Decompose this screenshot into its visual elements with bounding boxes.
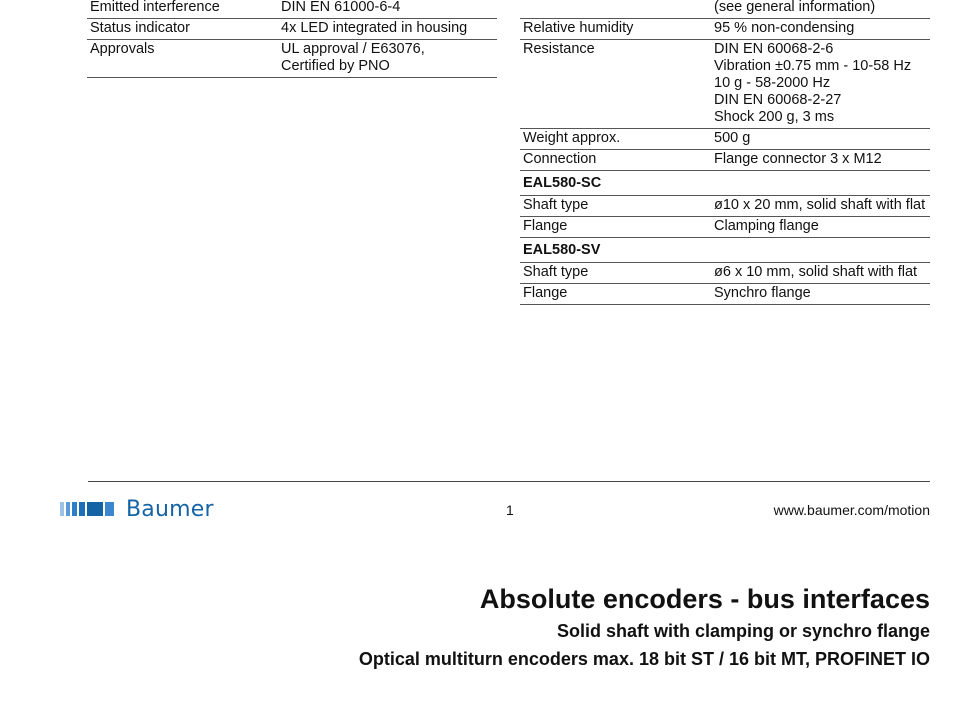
spec-key: Resistance (523, 41, 595, 57)
table-row (520, 150, 930, 171)
spec-key: Flange (523, 285, 568, 301)
spec-key: Weight approx. (523, 130, 621, 146)
section-heading-row (520, 238, 930, 263)
section-heading: EAL580-SV (523, 242, 601, 258)
spec-key: Relative humidity (523, 20, 634, 36)
website-link[interactable]: www.baumer.com/motion (773, 502, 930, 518)
page-subtitle-secondary: Optical multiturn encoders max. 18 bit ST / 16 bit MT, PROFINET IO (358, 649, 930, 669)
table-row (520, 129, 930, 150)
spec-value: ø10 x 20 mm, solid shaft with flat (714, 197, 926, 213)
spec-value: Synchro flange (714, 285, 811, 301)
page-title: Absolute encoders - bus interfaces (479, 584, 930, 614)
spec-key: Shaft type (523, 264, 589, 280)
right-spec-table (520, 0, 930, 305)
page-subtitle: Solid shaft with clamping or synchro flange (556, 621, 930, 641)
baumer-logo-icon (60, 502, 116, 516)
logo-wordmark: Baumer (126, 496, 214, 522)
spec-key: Flange (523, 218, 568, 234)
table-row (520, 196, 930, 217)
spec-key: Emitted interference (90, 0, 220, 15)
spec-value: UL approval / E63076, Certified by PNO (281, 41, 425, 74)
spec-value: Flange connector 3 x M12 (714, 151, 882, 167)
spec-value: 4x LED integrated in housing (281, 20, 468, 36)
table-row (87, 0, 497, 19)
spec-value: ø6 x 10 mm, solid shaft with flat (714, 264, 918, 280)
table-row (87, 40, 497, 78)
table-row (520, 0, 930, 19)
page-number: 1 (506, 502, 514, 518)
spec-key (520, 0, 711, 19)
spec-key: Connection (523, 151, 597, 167)
spec-value: 95 % non-condensing (714, 20, 855, 36)
spec-value: DIN EN 60068-2-6 Vibration ±0.75 mm - 10-58 Hz 10 g - 58-2000 Hz DIN EN 60068-2-27 Shock 200 g, 3 ms (714, 41, 912, 125)
spec-key: Shaft type (523, 197, 589, 213)
section-heading-row (520, 171, 930, 196)
spec-value: DIN EN 61000-6-4 (281, 0, 401, 15)
table-row (520, 19, 930, 40)
table-row (520, 217, 930, 238)
table-row (520, 40, 930, 129)
table-row (87, 19, 497, 40)
table-row (520, 263, 930, 284)
spec-key: Approvals (90, 41, 155, 57)
left-spec-table (87, 0, 497, 78)
baumer-logo (60, 497, 214, 521)
spec-value: (see general information) (714, 0, 876, 15)
footer-divider (88, 481, 930, 482)
spec-key: Status indicator (90, 20, 190, 36)
section-heading: EAL580-SC (523, 175, 602, 191)
table-row (520, 284, 930, 305)
spec-value: 500 g (714, 130, 751, 146)
spec-value: Clamping flange (714, 218, 819, 234)
